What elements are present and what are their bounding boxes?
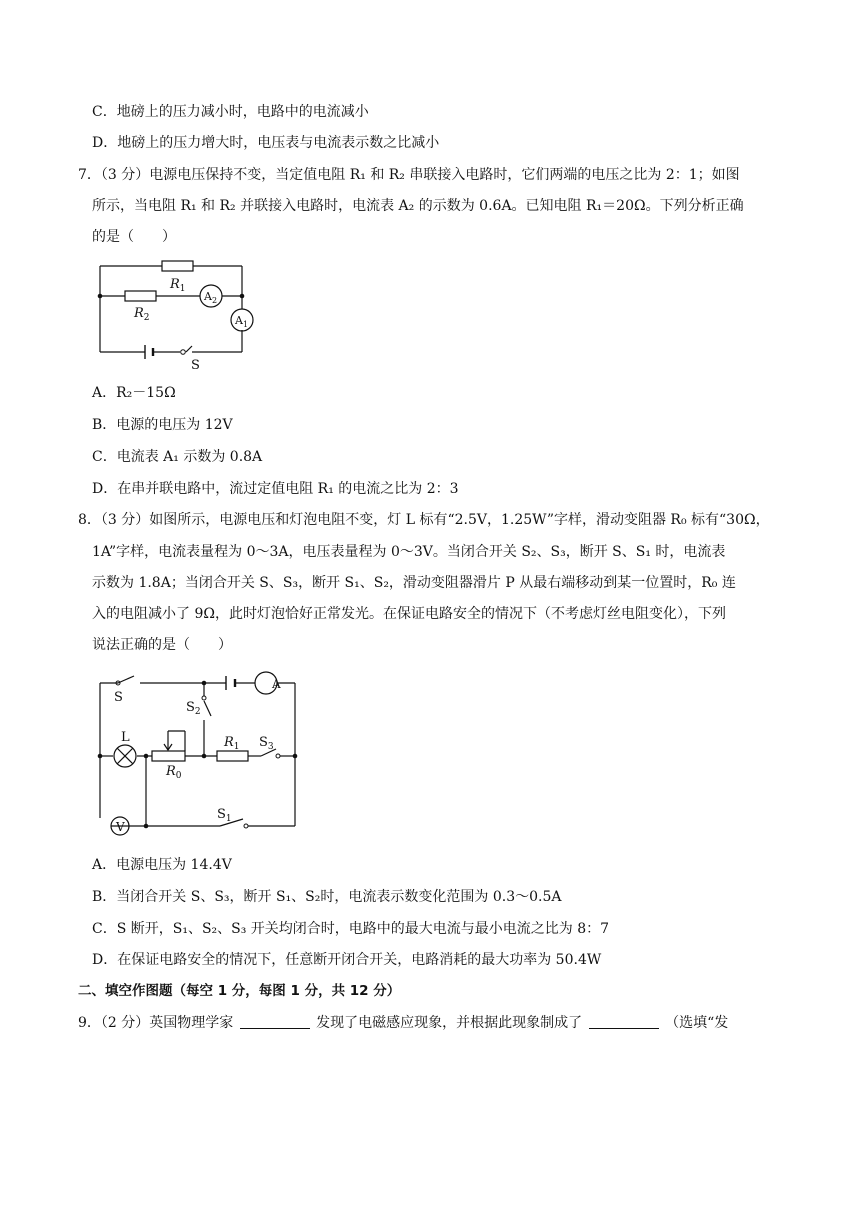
- q9-blank-1: [240, 1014, 310, 1029]
- q7-r1-resistor: [162, 261, 193, 271]
- svg-text:R2: $R_2$: [134, 306, 150, 323]
- q8-option-a: A．电源电压为 14.4V: [92, 857, 232, 873]
- svg-text:R0: $R_0$: [166, 764, 182, 781]
- q7-option-d: D．在串并联电路中，流过定值电阻 R₁ 的电流之比为 2：3: [92, 481, 459, 497]
- q7-circuit-diagram: [90, 255, 260, 375]
- svg-text:A: A: [272, 677, 281, 691]
- section-2-heading: 二、填空作图题（每空 1 分，每图 1 分，共 12 分）: [78, 983, 401, 999]
- q8-stem-line4: 入的电阻减小了 9Ω，此时灯泡恰好正常发光。在保证电路安全的情况下（不考虑灯丝电阻变化），下列: [92, 606, 726, 622]
- svg-text:R1: $R_1$: [224, 735, 240, 752]
- q8-stem-line2: 1A”字样，电流表量程为 0～3A，电压表量程为 0～3V。当闭合开关 S₂、S₃，断开 S、S₁ 时，电流表: [92, 544, 726, 560]
- q7-option-c: C．电流表 A₁ 示数为 0.8A: [92, 449, 263, 465]
- svg-text:V: V: [116, 820, 125, 834]
- q7-stem-line2: 所示，当电阻 R₁ 和 R₂ 并联接入电路时，电流表 A₂ 的示数为 0.6A。已知电阻 R₁＝20Ω。下列分析正确: [92, 198, 744, 214]
- svg-text:L: L: [121, 730, 130, 745]
- svg-text:S: S: [114, 690, 123, 705]
- q9-stem: [78, 1014, 728, 1032]
- q7-stem-line3: 的是（ ）: [92, 229, 176, 245]
- q6-option-d: D．地磅上的压力增大时，电压表与电流表示数之比减小: [92, 135, 440, 151]
- q6-option-c: C．地磅上的压力减小时，电路中的电流减小: [92, 104, 369, 120]
- q8-option-d: D．在保证电路安全的情况下，任意断开闭合开关，电路消耗的最大功率为 50.4W: [92, 952, 602, 968]
- q8-stem-line5: 说法正确的是（ ）: [92, 637, 232, 653]
- q8-option-b: B．当闭合开关 S、S₃，断开 S₁、S₂时，电流表示数变化范围为 0.3～0.5A: [92, 889, 562, 905]
- q7-stem-line1: 7．（3 分）电源电压保持不变，当定值电阻 R₁ 和 R₂ 串联接入电路时，它们两端的电压之比为 2：1；如图: [78, 167, 740, 183]
- q9-text-part2: 发现了电磁感应现象，并根据此现象制成了: [316, 1015, 583, 1031]
- q9-text-part1: 9．（2 分）英国物理学家: [78, 1015, 234, 1031]
- q7-option-b: B．电源的电压为 12V: [92, 417, 233, 433]
- svg-text:S: S: [191, 358, 200, 373]
- svg-text:S3: $S_3$: [259, 735, 274, 752]
- q9-blank-2: [589, 1014, 659, 1029]
- q8-circuit-diagram: [90, 668, 305, 838]
- q7-r2-resistor: [125, 291, 156, 301]
- q8-stem-line3: 示数为 1.8A；当闭合开关 S、S₃，断开 S₁、S₂，滑动变阻器滑片 P 从最右端移动到某一位置时，R₀ 连: [92, 575, 736, 591]
- q8-r1-resistor: [217, 751, 248, 761]
- q8-option-c: C．S 断开，S₁、S₂、S₃ 开关均闭合时，电路中的最大电流与最小电流之比为 8：7: [92, 921, 610, 937]
- svg-text:R1: $R_1$: [170, 277, 186, 294]
- svg-text:A2: $A_2$: [204, 290, 218, 305]
- q9-text-part3: （选填“发: [665, 1015, 729, 1031]
- svg-text:S2: $S_2$: [186, 700, 201, 717]
- q8-stem-line1: 8．（3 分）如图所示，电源电压和灯泡电阻不变，灯 L 标有“2.5V，1.25W”字样，滑动变阻器 R₀ 标有“30Ω，: [78, 512, 770, 528]
- q7-option-a: A．R₂－15Ω: [92, 385, 176, 401]
- svg-text:S1: $S_1$: [217, 807, 232, 824]
- svg-text:A1: $A_1$: [235, 314, 249, 329]
- q8-rheostat-r0: [152, 751, 185, 761]
